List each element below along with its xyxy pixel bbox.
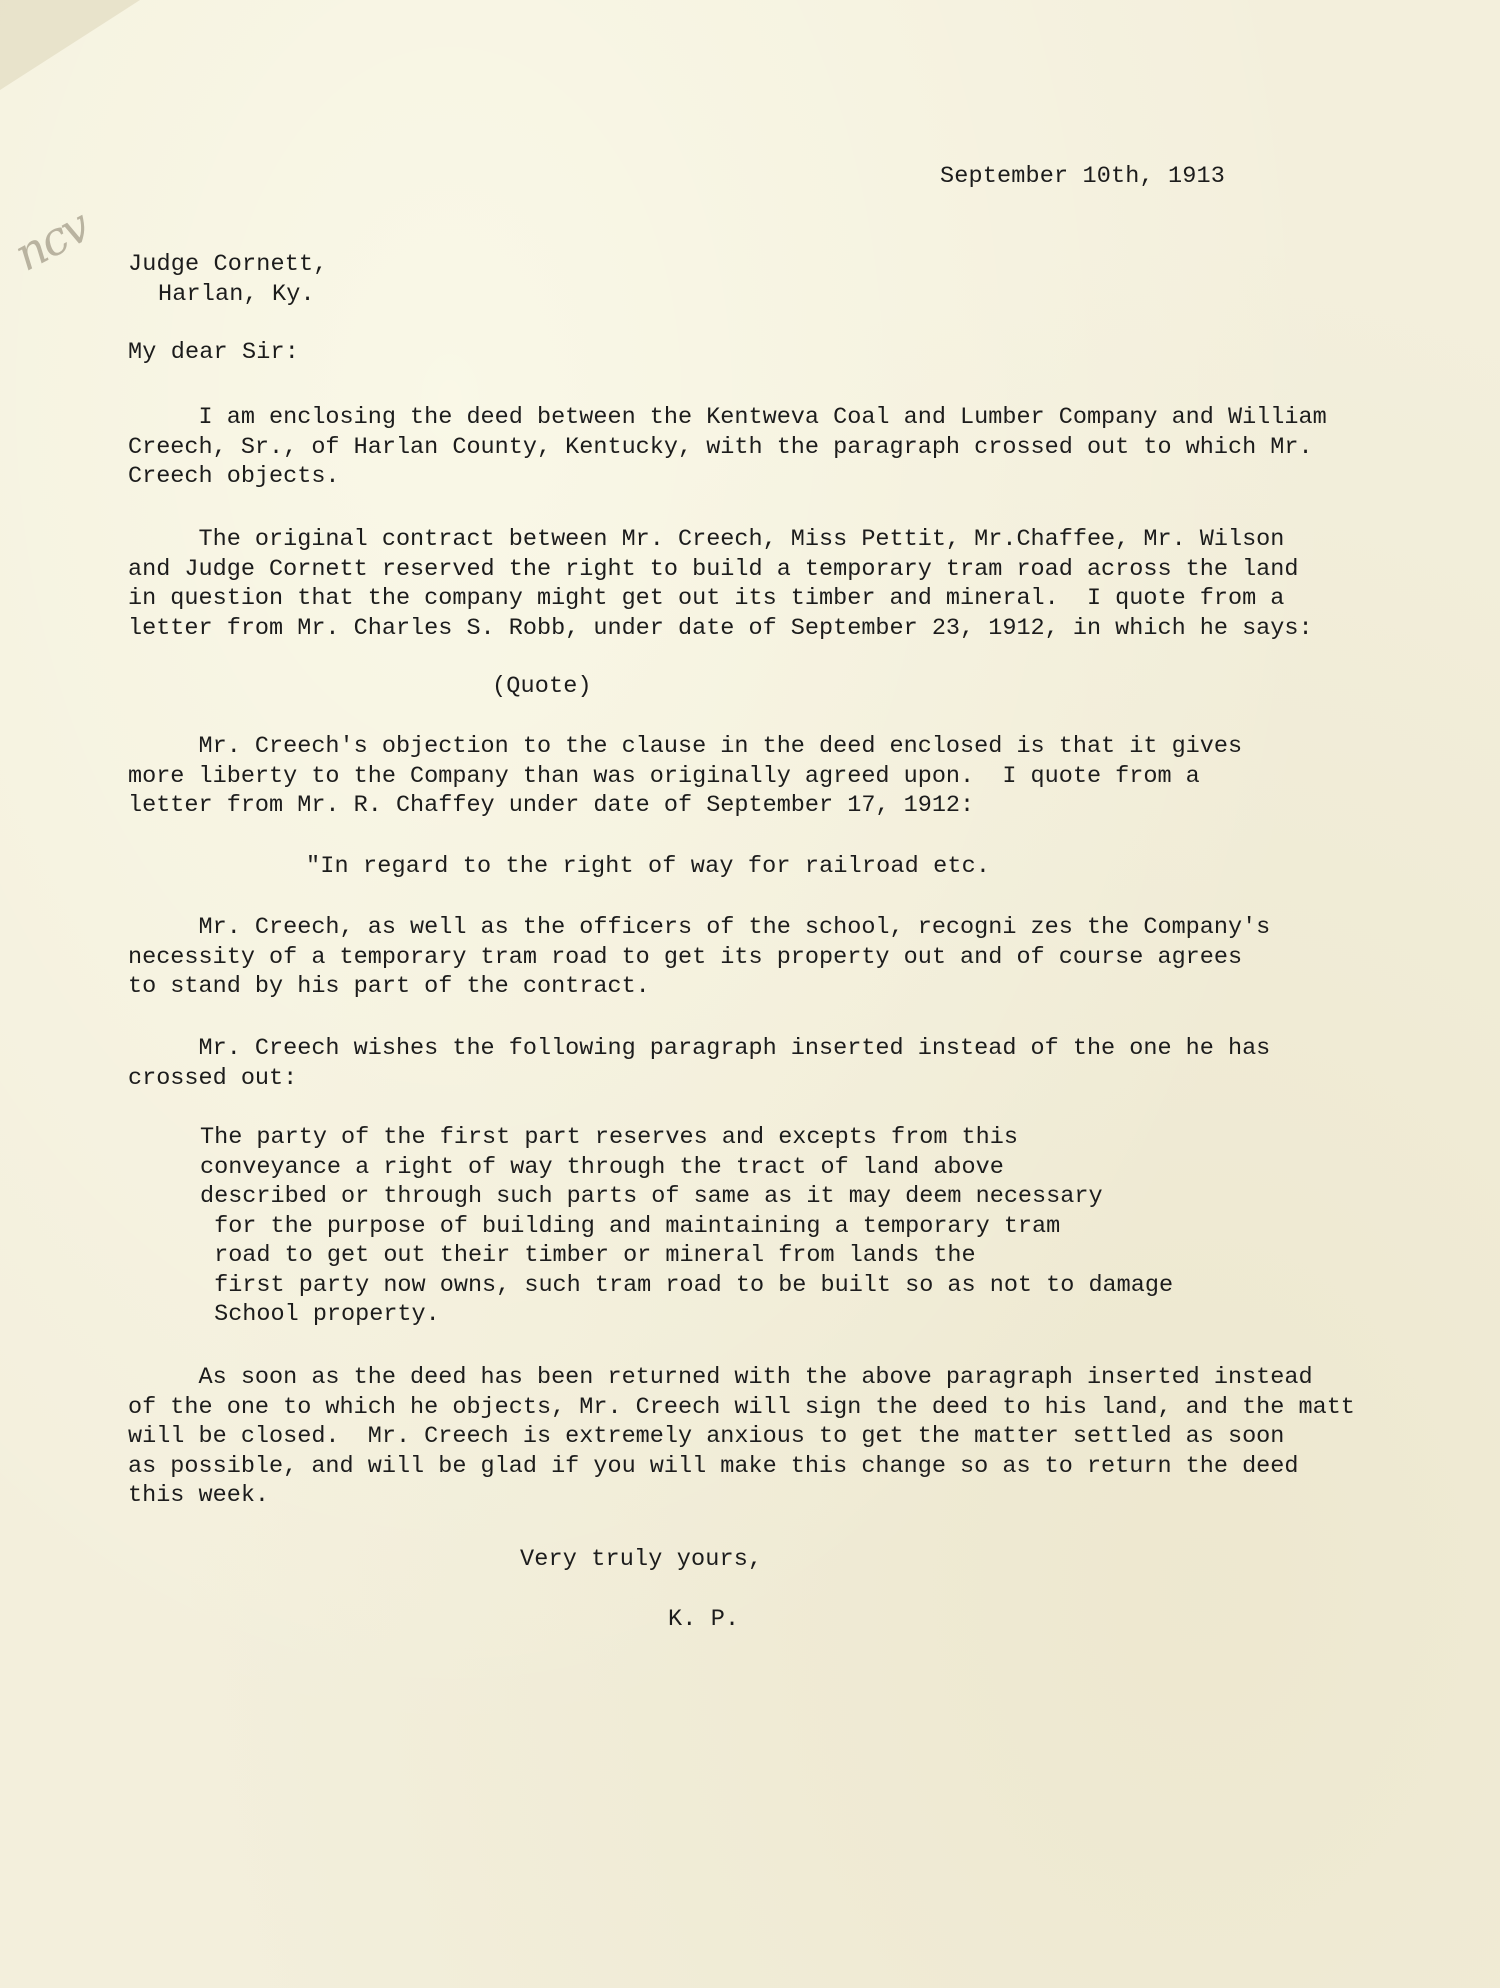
recipient-location: Harlan, Ky. — [158, 281, 315, 308]
paragraph-conclusion — [128, 1363, 1355, 1511]
paragraph-necessity — [128, 913, 1270, 1002]
quoted-line: "In regard to the right of way for railroad etc. — [306, 853, 991, 880]
recipient-name: Judge Cornett, — [128, 251, 328, 278]
margin-note: ncv — [5, 198, 98, 282]
letter-date: September 10th, 1913 — [940, 163, 1226, 190]
salutation: My dear Sir: — [128, 339, 300, 366]
paragraph-text: Mr. Creech, as well as the officers of the school, recogni zes the Company's necessity of a temporary tram road to get its property out and of course agrees to stand by his part of the contract. — [128, 914, 1271, 1000]
paragraph-text: Mr. Creech wishes the following paragraph inserted instead of the one he has crossed out: — [128, 1035, 1271, 1092]
quote-marker: (Quote) — [492, 673, 592, 700]
paragraph-text: I am enclosing the deed between the Kentweva Coal and Lumber Company and William Creech, Sr., of Harlan County, Kentucky, with the paragraph crossed out to which Mr. Creech objects. — [128, 404, 1327, 490]
paragraph-text: As soon as the deed has been returned with the above paragraph inserted instead of the one to which he objects, Mr. Creech will sign the deed to his land, and the matt will be closed. Mr. Creech is extremely anxious to get the matter settled as soon as possible, and will be glad if you will make this change so as to return the deed this week. — [128, 1364, 1355, 1509]
inserted-clause-text: The party of the first part reserves and excepts from this conveyance a right of way through the tract of land above described or through such parts of same as it may deem necessary for the purpose of building and maintaining a temporary tram road to get out their timber or mineral from lands the first party now owns, such tram road to be built so as not to damage School property. — [200, 1124, 1174, 1328]
paragraph-insertion-request — [128, 1034, 1270, 1093]
paragraph-enclosure — [128, 403, 1327, 492]
inserted-clause — [200, 1123, 1173, 1330]
folded-corner — [0, 0, 140, 90]
closing: Very truly yours, — [520, 1546, 763, 1573]
signature: K. P. — [668, 1606, 740, 1633]
paragraph-text: Mr. Creech's objection to the clause in the deed enclosed is that it gives more liberty to the Company than was originally agreed upon. I quote from a letter from Mr. R. Chaffey under date of September 17, 1912: — [128, 733, 1243, 819]
paragraph-text: The original contract between Mr. Creech, Miss Pettit, Mr.Chaffee, Mr. Wilson and Judge Cornett reserved the right to build a temporary tram road across the land in question that the company might get out its timber and mineral. I quote from a letter from Mr. Charles S. Robb, under date of September 23, 1912, in which he says: — [128, 526, 1313, 642]
paragraph-original-contract — [128, 525, 1313, 643]
paragraph-objection — [128, 732, 1242, 821]
